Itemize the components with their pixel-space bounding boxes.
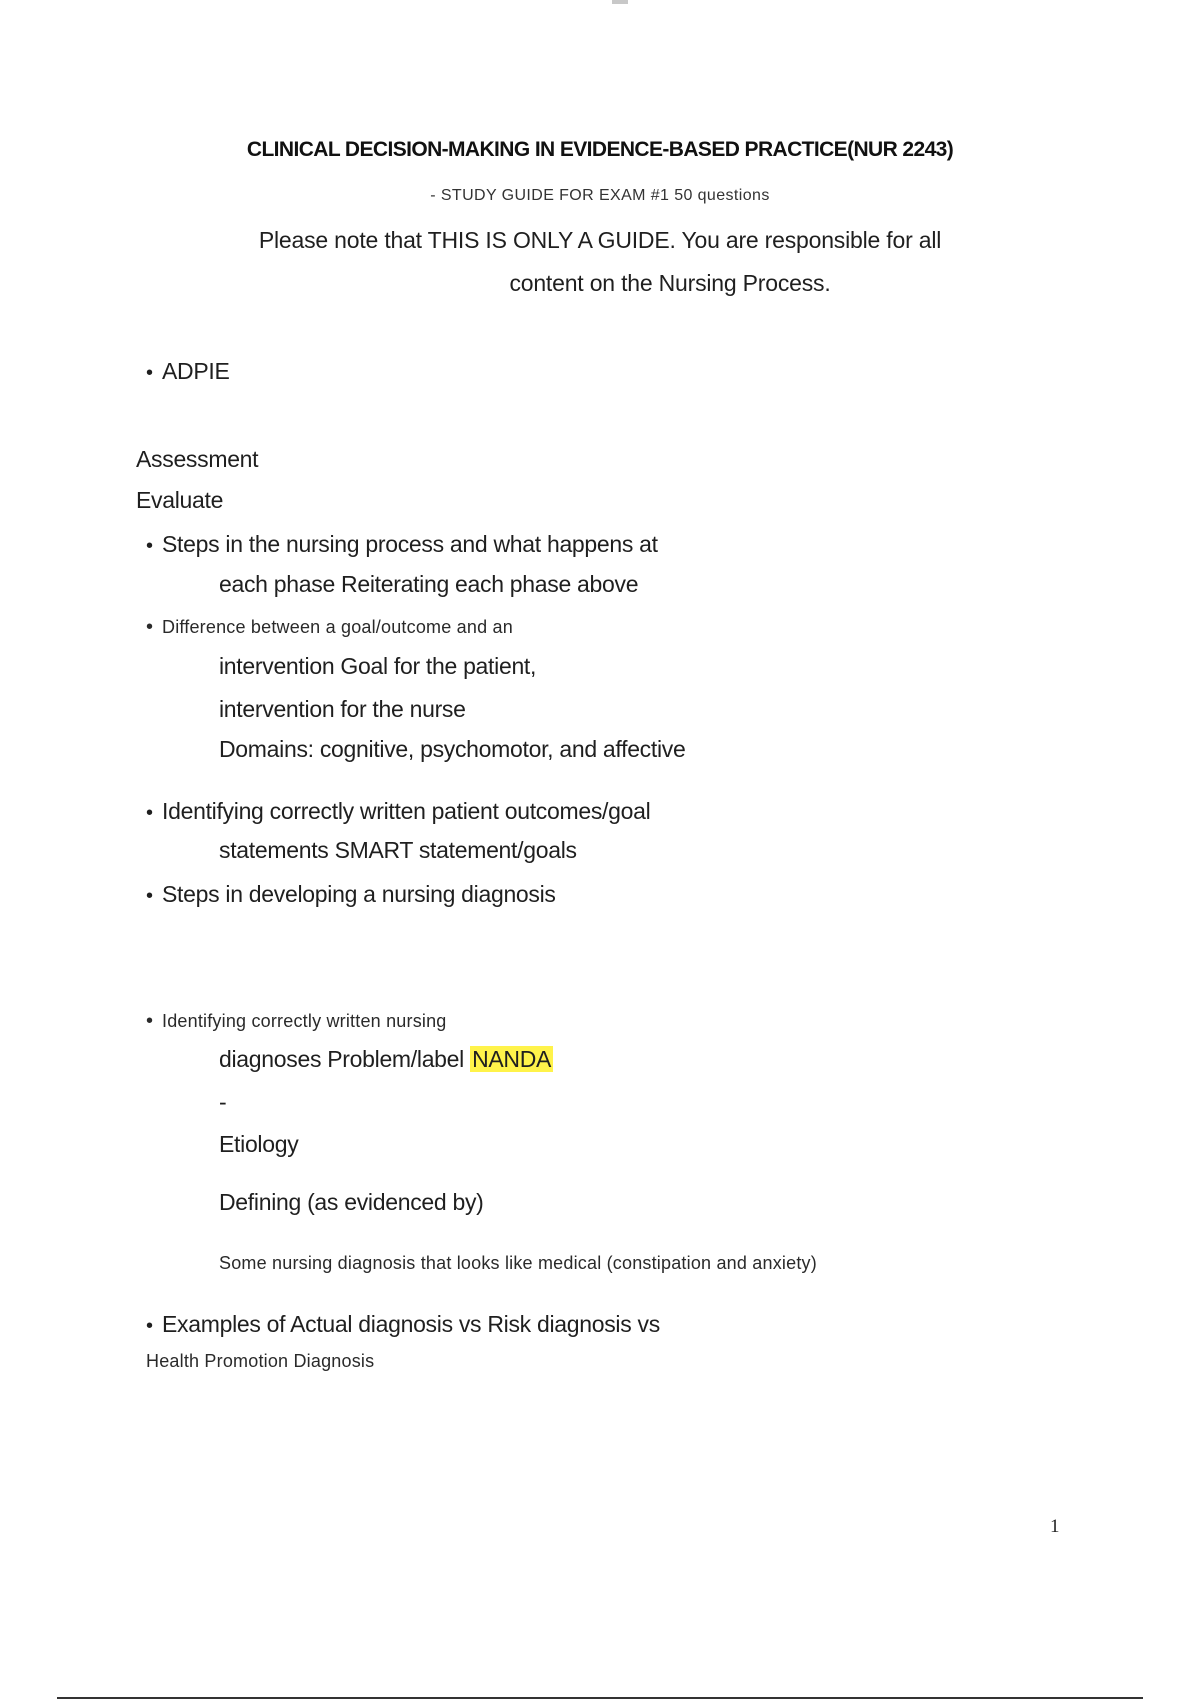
steps-detail: each phase Reiterating each phase above	[219, 571, 639, 597]
etiology-line: Etiology	[219, 1131, 299, 1157]
bullet-examples	[146, 1311, 660, 1338]
bullet-text: Examples of Actual diagnosis vs Risk diagnosis vs	[162, 1311, 660, 1337]
bullet-text: ADPIE	[162, 358, 230, 384]
diagnoses-prefix: diagnoses Problem/label	[219, 1046, 464, 1072]
evaluate-label: Evaluate	[136, 487, 224, 513]
footer-rule	[57, 1697, 1143, 1699]
bullet-icon: •	[146, 362, 153, 384]
bullet-icon: •	[146, 885, 153, 907]
bullet-icon: •	[146, 1010, 154, 1032]
bullet-steps-nursing-process	[146, 531, 658, 558]
bullet-text: Identifying correctly written nursing	[162, 1011, 447, 1031]
document-title: CLINICAL DECISION-MAKING IN EVIDENCE-BASED PRACTICE(NUR 2243)	[246, 138, 954, 161]
defining-line: Defining (as evidenced by)	[219, 1189, 484, 1215]
bullet-text: Identifying correctly written patient outcomes/goal	[162, 798, 651, 824]
guide-note-line-1: Please note that THIS IS ONLY A GUIDE. You are responsible for all	[258, 227, 942, 253]
diagnoses-problem-line	[219, 1046, 553, 1073]
bullet-icon: •	[146, 802, 153, 824]
bullet-identifying-diagnoses	[146, 1010, 447, 1033]
guide-note-line-2: content on the Nursing Process.	[509, 270, 831, 296]
bullet-identifying-outcomes	[146, 798, 650, 825]
bullet-icon: •	[146, 1315, 153, 1337]
document-subtitle: - STUDY GUIDE FOR EXAM #1 50 questions	[430, 187, 770, 204]
bullet-icon: •	[146, 616, 154, 638]
page-number: 1	[1050, 1516, 1060, 1537]
intervention-nurse-line: intervention for the nurse	[219, 696, 466, 722]
bullet-text: Difference between a goal/outcome and an	[162, 617, 513, 637]
smart-line: statements SMART statement/goals	[219, 837, 577, 863]
intervention-goal-line: intervention Goal for the patient,	[219, 653, 537, 679]
bullet-icon: •	[146, 535, 153, 557]
dash-line: -	[219, 1089, 227, 1115]
domains-line: Domains: cognitive, psychomotor, and affective	[219, 736, 686, 762]
bullet-goal-vs-intervention	[146, 616, 513, 639]
bullet-adpie	[146, 358, 230, 385]
bullet-text: Steps in the nursing process and what happens at	[162, 531, 658, 557]
bullet-text: Steps in developing a nursing diagnosis	[162, 881, 556, 907]
bullet-developing-diagnosis	[146, 881, 556, 908]
nanda-highlight: NANDA	[472, 1046, 552, 1072]
top-mark	[612, 0, 628, 4]
assessment-label: Assessment	[136, 446, 259, 472]
medical-like-line: Some nursing diagnosis that looks like medical (constipation and anxiety)	[219, 1253, 817, 1273]
health-promotion-line: Health Promotion Diagnosis	[146, 1351, 375, 1371]
